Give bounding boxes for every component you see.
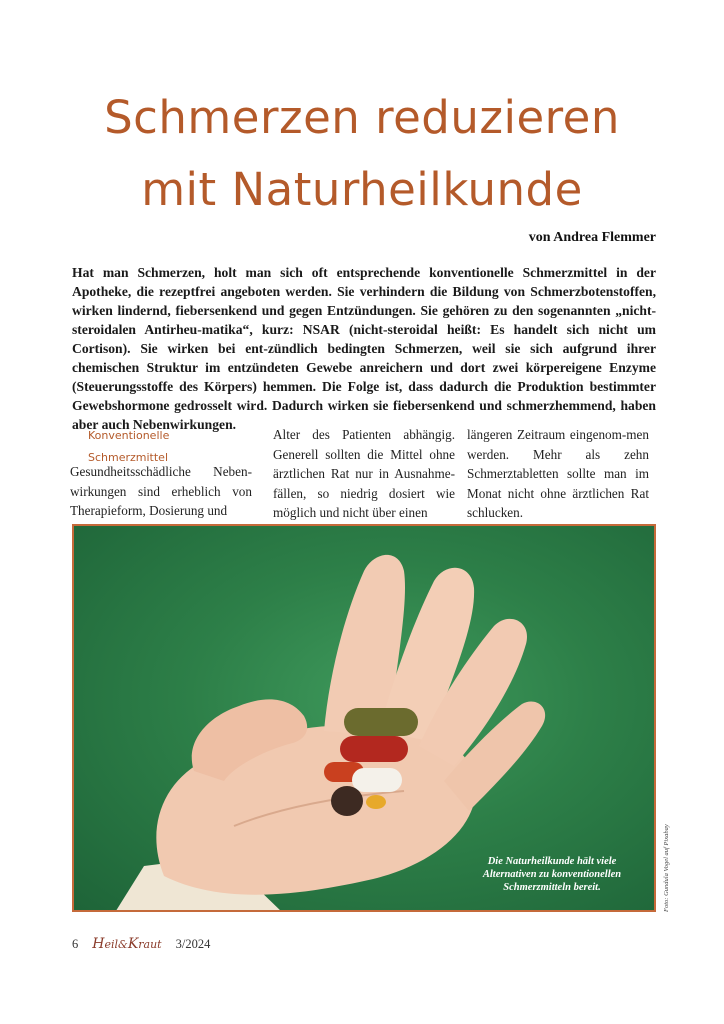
column-3-text: längeren Zeitraum eingenom-men werden. Mehr als zehn Schmerztabletten sollte man im Monat nicht ohne ärztlichen Rat schlucken.: [467, 427, 649, 520]
author-byline: von Andrea Flemmer: [528, 230, 656, 245]
photo-credit: Foto: Gundula Vogel auf Pixabay: [663, 824, 670, 912]
title-line-1: Schmerzen reduzieren: [104, 91, 620, 144]
pill-olive-capsule: [344, 708, 418, 736]
page-title: [0, 82, 724, 226]
text-column-2: [273, 425, 455, 523]
page-footer: [72, 936, 210, 952]
hand-with-pills-photo: [72, 524, 656, 912]
issue-number: 3/2024: [175, 937, 211, 951]
pill-yellow-round: [366, 795, 386, 809]
pill-red-capsule: [340, 736, 408, 762]
pill-brown-round: [331, 786, 363, 816]
page-number: 6: [72, 937, 79, 951]
title-line-2: mit Naturheilkunde: [141, 163, 583, 216]
lead-paragraph: Hat man Schmerzen, holt man sich oft entsprechende konventionelle Schmerzmittel in der Apotheke, die rezeptfrei angeboten werden. Sie verhindern die Bildung von Schmerzbotenstoffen, wirken lindernd, fiebersenkend und gegen Entzündungen. Sie gehören zu den sogenannten „nicht-steroidalen Antirheu-matika“, kurz: NSAR (nicht-steroidal heißt: Es handelt sich nicht um Cortison). Sie wirken bei ent-zündlich bedingten Schmerzen, weil sie sich aufgrund ihrer chemischen Struktur im entzündeten Gewebe anreichern und dort zwei körpereigene Enzyme (Steuerungsstoffe des Körpers) hemmen. Die Folge ist, dass dadurch die Produktion bestimmter Gewebshormone gedrosselt wird. Dadurch wirken sie fiebersenkend und schmerzhemmend, haben aber auch Nebenwirkungen.: [72, 265, 656, 432]
text-column-3: [467, 425, 649, 523]
text-column-1: [70, 425, 252, 521]
pill-white-capsule: [352, 768, 402, 792]
column-2-text: Alter des Patienten abhängig. Generell sollten die Mittel ohne ärztlichen Rat nur in Ausnahme-fällen, so niedrig dosiert wie möglich und nicht über einen: [273, 427, 455, 520]
photo-caption: Die Naturheilkunde hält viele Alternativen zu konventionellen Schmerzmitteln bereit.: [482, 856, 622, 893]
magazine-logo: Heil&Kraut: [92, 936, 162, 952]
column-1-text: Gesundheitsschädliche Neben-wirkungen sind erheblich von Therapieform, Dosierung und: [70, 464, 252, 518]
section-subheading: Konventionelle Schmerzmittel: [88, 429, 170, 464]
